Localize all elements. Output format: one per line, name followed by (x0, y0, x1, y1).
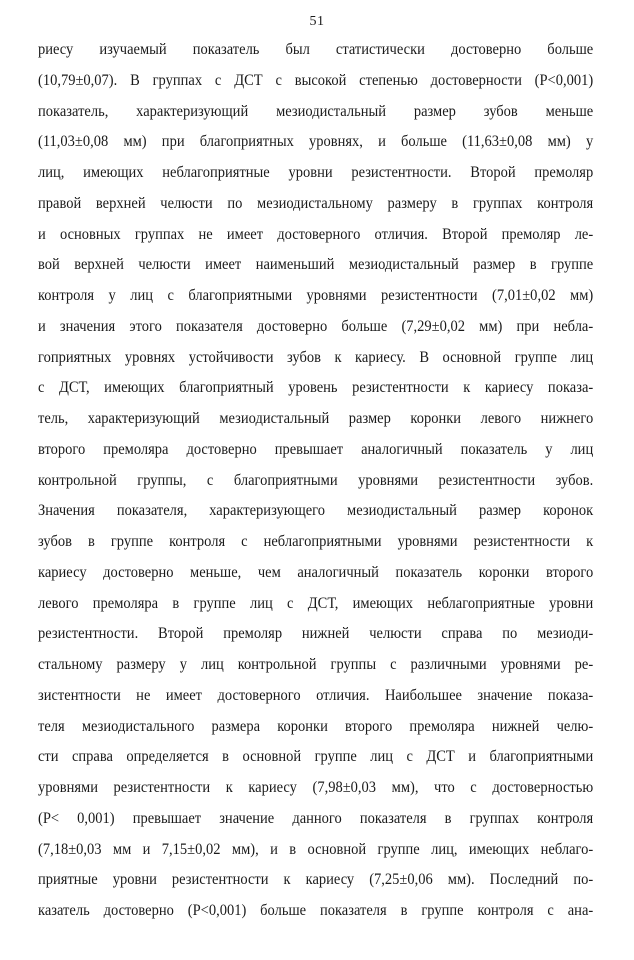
body-text (38, 35, 594, 927)
text-line: сти справа определяется в основной группе лиц с ДСТ и благоприятными (38, 748, 594, 766)
text-line: казатель достоверно (Р<0,001) больше показателя в группе контроля с ана- (38, 902, 594, 919)
text-line: (10,79±0,07). В группах с ДСТ с высокой степенью достоверности (Р<0,001) (38, 71, 594, 89)
text-line: уровнями резистентности к кариесу (7,98±0,03 мм), что с достоверностью (38, 779, 594, 796)
text-line: с ДСТ, имеющих благоприятный уровень резистентности к кариесу показа- (38, 379, 594, 397)
text-line: гоприятных уровнях устойчивости зубов к кариесу. В основной группе лиц (38, 348, 594, 366)
text-line: кариесу достоверно меньше, чем аналогичный показатель коронки второго (38, 563, 594, 581)
text-line: правой верхней челюсти по мезиодистальному размеру в группах контроля (38, 194, 594, 212)
text-line: показатель, характеризующий мезиодистальный размер зубов меньше (38, 102, 594, 120)
text-line: (11,03±0,08 мм) при благоприятных уровнях, и больше (11,63±0,08 мм) у (38, 133, 594, 151)
text-line: зистентности не имеет достоверного отличия. Наибольшее значение показа- (38, 686, 594, 704)
text-line: зубов в группе контроля с неблагоприятными уровнями резистентности к (38, 533, 594, 550)
text-line: тель, характеризующий мезиодистальный размер коронки левого нижнего (38, 410, 594, 427)
text-line: резистентности. Второй премоляр нижней челюсти справа по мезиоди- (38, 625, 594, 643)
text-line: теля мезиодистального размера коронки второго премоляра нижней челю- (38, 717, 594, 735)
text-line: контроля у лиц с благоприятными уровнями резистентности (7,01±0,02 мм) (38, 287, 594, 304)
text-line: риесу изучаемый показатель был статистически достоверно больше (38, 41, 594, 58)
text-line: левого премоляра в группе лиц с ДСТ, имеющих неблагоприятные уровни (38, 594, 594, 612)
text-line: и основных группах не имеет достоверного отличия. Второй премоляр ле- (38, 225, 594, 243)
text-line: лиц, имеющих неблагоприятные уровни резистентности. Второй премоляр (38, 164, 594, 181)
text-line: (7,18±0,03 мм и 7,15±0,02 мм), и в основной группе лиц, имеющих неблаго- (38, 840, 594, 858)
text-line: приятные уровни резистентности к кариесу (7,25±0,06 мм). Последний по- (38, 871, 594, 889)
text-line: вой верхней челюсти имеет наименьший мезиодистальный размер в группе (38, 256, 594, 274)
text-line: второго премоляра достоверно превышает аналогичный показатель у лиц (38, 440, 594, 458)
text-line: Значения показателя, характеризующего мезиодистальный размер коронок (38, 502, 594, 520)
page-number: 51 (309, 14, 325, 29)
text-line: (Р< 0,001) превышает значение данного показателя в группах контроля (38, 809, 594, 827)
text-line: контрольной группы, с благоприятными уровнями резистентности зубов. (38, 471, 594, 489)
text-line: и значения этого показателя достоверно больше (7,29±0,02 мм) при небла- (38, 317, 594, 335)
text-line: стальному размеру у лиц контрольной группы с различными уровнями ре- (38, 656, 594, 673)
